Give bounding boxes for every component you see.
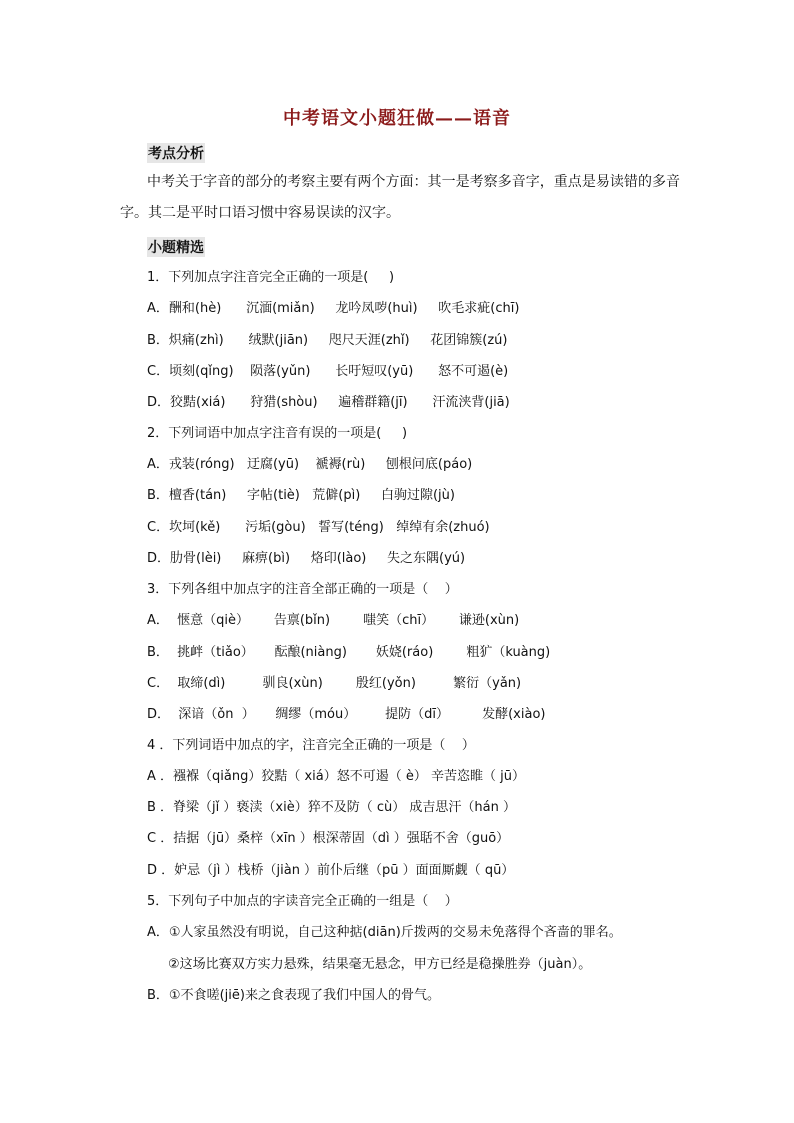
question-3-option-d: D． 深谙（ǒn ） 绸缪（móu） 提防（dī） 发酵(xiào) bbox=[147, 707, 546, 722]
question-1-option-d: D．狡黠(xiá) 狩猎(shòu) 遍稽群籍(jī) 汗流浃背(jiā) bbox=[147, 395, 510, 410]
question-4-option-d: D ．妒忌（jì ）栈桥（jiàn ）前仆后继（pū ）面面厮觑（ qū） bbox=[147, 863, 515, 878]
question-1-option-a: A．酬和(hè) 沉湎(miǎn) 龙吟凤哕(huì) 吹毛求疵(chī) bbox=[147, 301, 520, 316]
page-title: 中考语文小题狂做——语音 bbox=[283, 108, 511, 129]
question-5-stem: 5．下列句子中加点的字读音完全正确的一组是（ ） bbox=[147, 894, 458, 909]
section-heading-analysis: 考点分析 bbox=[147, 143, 205, 163]
section-heading-questions: 小题精选 bbox=[147, 237, 205, 257]
question-3-stem: 3．下列各组中加点字的注音全部正确的一项是（ ） bbox=[147, 582, 458, 597]
question-4-option-c: C ．拮据（jū）桑梓（xīn ）根深蒂固（dì ）强聒不舍（guō） bbox=[147, 831, 510, 846]
question-3-option-c: C． 取缔(dì) 驯良(xùn) 殷红(yǒn) 繁衍（yǎn) bbox=[147, 676, 522, 691]
question-5-option-a-2: ②这场比赛双方实力悬殊，结果毫无悬念，甲方已经是稳操胜券（juàn）。 bbox=[168, 957, 592, 972]
question-1-stem: 1．下列加点字注音完全正确的一项是( ) bbox=[147, 270, 395, 285]
question-5-option-b-1: B．①不食嗟(jiē)来之食表现了我们中国人的骨气。 bbox=[147, 988, 440, 1003]
question-2-option-a: A．戎装(róng) 迂腐(yū) 褫褥(rù) 刨根问底(páo) bbox=[147, 457, 473, 472]
question-2-option-d: D．肋骨(lèi) 麻痹(bì) 烙印(lào) 失之东隅(yú) bbox=[147, 551, 466, 566]
question-3-option-b: B． 挑衅（tiǎo） 酝酿(niàng) 妖娆(ráo) 粗犷（kuàng) bbox=[147, 645, 551, 660]
question-3-option-a: A． 惬意（qiè） 告禀(bǐn) 嗤笑（chī） 谦逊(xùn) bbox=[147, 613, 520, 628]
question-1-option-c: C．顷刻(qǐng) 陨落(yǔn) 长吁短叹(yū) 怒不可遏(è) bbox=[147, 364, 509, 379]
question-2-option-b: B．檀香(tán) 字帖(tiè) 荒僻(pì) 白驹过隙(jù) bbox=[147, 488, 455, 503]
question-4-option-b: B ．脊梁（jǐ ）亵渎（xiè）猝不及防（ cù） 成吉思汗（hán ） bbox=[147, 800, 516, 815]
question-5-option-a-1: A．①人家虽然没有明说，自己这种掂(diān)斤拨两的交易未免落得个吝啬的罪名。 bbox=[147, 925, 622, 940]
question-2-option-c: C．坎坷(kě) 污垢(gòu) 誓写(téng) 绰绰有余(zhuó) bbox=[147, 520, 490, 535]
question-2-stem: 2．下列词语中加点字注音有误的一项是( ) bbox=[147, 426, 408, 441]
question-4-option-a: A ．襁褓（qiǎng）狡黠（ xiá）怒不可遏（ è） 辛苦恣睢（ jū） bbox=[147, 769, 525, 784]
analysis-paragraph: 中考关于字音的部分的考察主要有两个方面：其一是考察多音字，重点是易读错的多音字。其二是平时口语习惯中容易误读的汉字。 bbox=[120, 174, 680, 221]
question-1-option-b: B．炽痛(zhì) 绒默(jiān) 咫尺天涯(zhǐ) 花团锦簇(zú) bbox=[147, 333, 508, 348]
question-4-stem: 4 ．下列词语中加点的字，注音完全正确的一项是（ ） bbox=[147, 738, 475, 753]
